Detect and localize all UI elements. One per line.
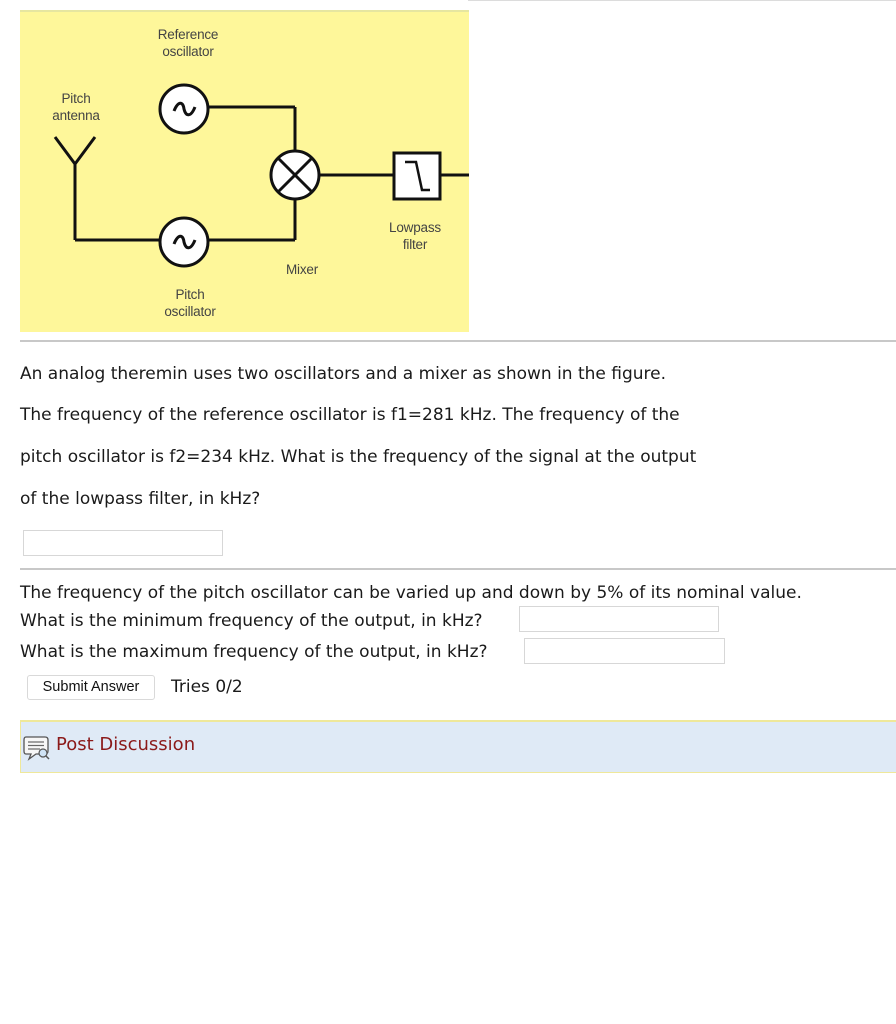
question-text-line: The frequency of the reference oscillator is f1=281 kHz. The frequency of the bbox=[20, 405, 680, 425]
pitch-oscillator-symbol bbox=[160, 218, 208, 266]
mixer-label: Mixer bbox=[286, 262, 318, 277]
question2-intro: The frequency of the pitch oscillator can be varied up and down by 5% of its nominal value. bbox=[20, 583, 802, 603]
answer-input-output-frequency[interactable] bbox=[23, 530, 223, 556]
theremin-diagram bbox=[20, 12, 469, 334]
submit-answer-button[interactable]: Submit Answer bbox=[27, 675, 155, 700]
section-divider bbox=[20, 568, 896, 570]
tries-counter: Tries 0/2 bbox=[171, 677, 243, 697]
pitch-oscillator-label: Pitch oscillator bbox=[164, 287, 216, 319]
question-text-line: An analog theremin uses two oscillators and a mixer as shown in the figure. bbox=[20, 364, 667, 384]
pitch-antenna-label: Pitch antenna bbox=[52, 91, 100, 123]
section-divider bbox=[20, 340, 896, 342]
theremin-figure bbox=[20, 10, 469, 332]
lowpass-filter-symbol bbox=[394, 153, 440, 199]
mixer-symbol bbox=[271, 151, 319, 199]
answer-input-max-frequency[interactable] bbox=[524, 638, 725, 664]
antenna-symbol bbox=[55, 137, 95, 164]
post-discussion-link[interactable]: Post Discussion bbox=[56, 734, 196, 755]
speech-bubble-icon bbox=[23, 735, 51, 765]
answer-input-min-frequency[interactable] bbox=[519, 606, 719, 632]
max-frequency-prompt: What is the maximum frequency of the output, in kHz? bbox=[20, 642, 488, 662]
min-frequency-prompt: What is the minimum frequency of the output, in kHz? bbox=[20, 611, 483, 631]
post-discussion-bar[interactable] bbox=[20, 720, 896, 773]
question-text-line: pitch oscillator is f2=234 kHz. What is the frequency of the signal at the output bbox=[20, 447, 697, 467]
top-rule bbox=[468, 0, 896, 1]
reference-oscillator-symbol bbox=[160, 85, 208, 133]
lowpass-filter-label: Lowpass filter bbox=[389, 220, 441, 252]
question-text-line: of the lowpass filter, in kHz? bbox=[20, 489, 261, 509]
reference-oscillator-label: Reference oscillator bbox=[157, 27, 219, 59]
